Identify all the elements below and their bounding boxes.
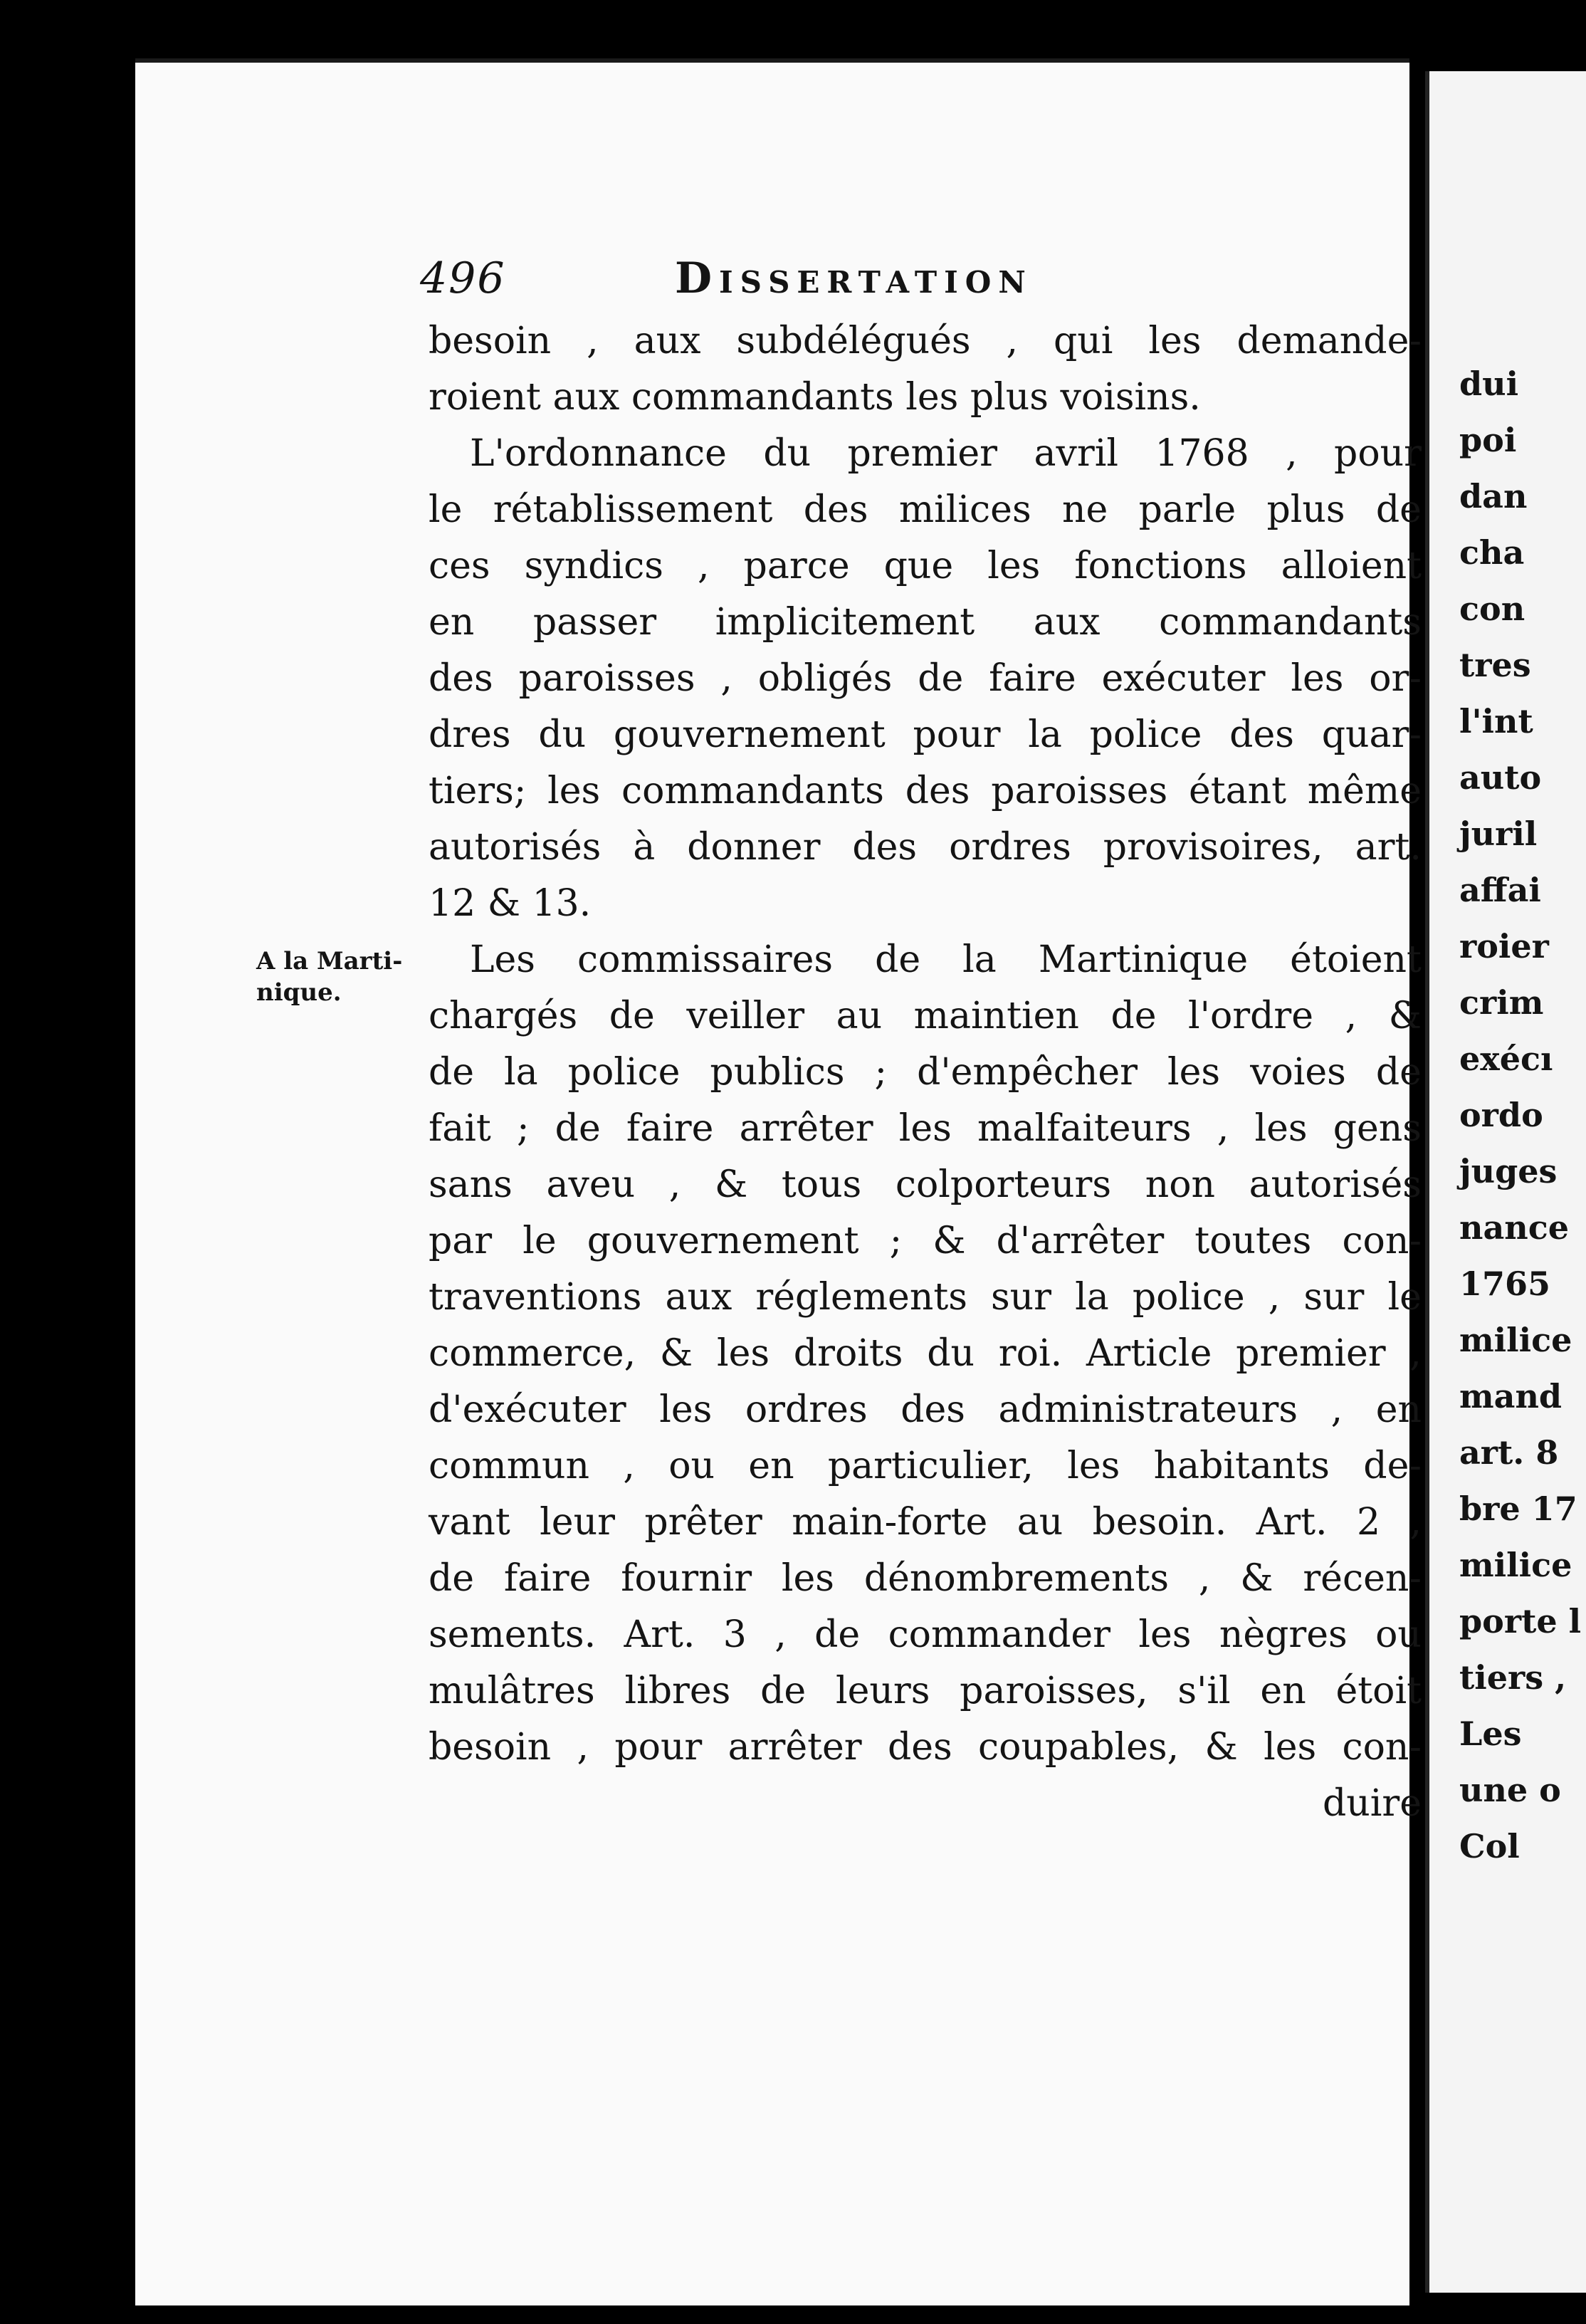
text-line: [429, 1438, 1422, 1495]
word: sans: [429, 1163, 513, 1206]
word: parce: [743, 545, 850, 587]
word: &: [714, 1163, 748, 1206]
word: par: [429, 1220, 493, 1262]
word: Art.: [1256, 1501, 1328, 1544]
word: le: [429, 488, 463, 531]
text-line: [429, 313, 1422, 370]
word: libres: [624, 1670, 731, 1712]
word: les: [898, 1107, 952, 1150]
word: d'empêcher: [917, 1051, 1138, 1094]
word: vant: [429, 1501, 510, 1544]
word: nègres: [1219, 1613, 1348, 1656]
word: aux: [1033, 601, 1101, 644]
word: commander: [888, 1613, 1111, 1656]
word: à: [633, 826, 656, 869]
word: &: [1240, 1557, 1273, 1600]
word: réglements: [755, 1276, 967, 1319]
word: ,: [577, 1726, 589, 1769]
word: de: [1375, 1051, 1422, 1094]
text-line: [429, 1663, 1422, 1720]
word: gouvernement: [613, 713, 886, 756]
facing-line: roier: [1459, 927, 1549, 965]
facing-page-text: [1459, 356, 1581, 1875]
word: administrateurs: [998, 1388, 1298, 1431]
facing-line: juril: [1459, 815, 1538, 853]
word: besoin: [429, 1726, 552, 1769]
word: ,: [668, 1163, 681, 1206]
word: donner: [687, 826, 821, 869]
word: en: [1375, 1388, 1422, 1431]
word: commandants: [1159, 601, 1422, 644]
word: les: [716, 1332, 770, 1375]
word: de: [814, 1613, 861, 1656]
word: ,: [1198, 1557, 1211, 1600]
word: même: [1307, 770, 1422, 812]
word: les: [1148, 320, 1202, 362]
word: ;: [889, 1220, 903, 1262]
word: leurs: [835, 1670, 930, 1712]
word: premier: [1236, 1332, 1386, 1375]
text-line: [429, 1326, 1422, 1382]
word: main-forte: [792, 1501, 988, 1544]
facing-line: nance: [1459, 1208, 1569, 1247]
facing-line: exécı: [1459, 1040, 1553, 1078]
word: chargés: [429, 995, 578, 1037]
text-line: [429, 707, 1422, 763]
word: étant: [1188, 770, 1287, 812]
word: voies: [1250, 1051, 1346, 1094]
word: plus: [1266, 488, 1345, 531]
word: obligés: [757, 657, 893, 700]
word: commerce,: [429, 1332, 636, 1375]
facing-line: juges: [1459, 1152, 1558, 1190]
word: en: [429, 601, 475, 644]
word: les: [1138, 1613, 1192, 1656]
word: ordres: [949, 826, 1071, 869]
word: &: [1204, 1726, 1238, 1769]
facing-line: tiers ,: [1459, 1658, 1567, 1697]
word: le: [1387, 1276, 1422, 1319]
word: ,: [1409, 1501, 1422, 1544]
text-line: [429, 651, 1422, 707]
text-line: [429, 932, 1422, 988]
word: gens: [1333, 1107, 1422, 1150]
word: police: [567, 1051, 681, 1094]
facing-line: bre 17: [1459, 1490, 1577, 1528]
text-line: [429, 595, 1422, 651]
word: prêter: [644, 1501, 762, 1544]
word: des: [852, 826, 918, 869]
word: gouvernement: [587, 1220, 859, 1262]
text-line: [429, 538, 1422, 595]
word: droits: [793, 1332, 903, 1375]
word: demande-: [1236, 320, 1422, 362]
word: ,: [697, 545, 710, 587]
word: art.: [1355, 826, 1422, 869]
word: récen-: [1303, 1557, 1422, 1600]
book-page: [135, 58, 1422, 2305]
word: maintien: [913, 995, 1079, 1037]
word: particulier,: [827, 1445, 1034, 1487]
facing-line: crim: [1459, 983, 1544, 1022]
word: fait: [429, 1107, 491, 1150]
facing-line: tres: [1459, 646, 1531, 684]
word: commandants: [621, 770, 884, 812]
word: paroisses: [991, 770, 1168, 812]
word: &: [1388, 995, 1422, 1037]
text-line: [429, 1495, 1422, 1551]
facing-line: porte l: [1459, 1602, 1582, 1640]
facing-page-edge: [1425, 71, 1586, 2293]
word: au: [1017, 1501, 1064, 1544]
word: des: [803, 488, 868, 531]
word: veiller: [686, 995, 805, 1037]
text-line: 12 & 13.: [429, 882, 592, 925]
facing-line: art. 8: [1459, 1433, 1559, 1472]
word: arrêter: [728, 1726, 862, 1769]
facing-line: poi: [1459, 421, 1517, 459]
word: de: [555, 1107, 601, 1150]
word: la: [1028, 713, 1062, 756]
facing-line: mand: [1459, 1377, 1563, 1415]
word: aux: [634, 320, 701, 362]
margin-note-line: nique.: [256, 978, 342, 1007]
word: ,: [1330, 1388, 1343, 1431]
word: qui: [1054, 320, 1113, 362]
word: publics: [710, 1051, 845, 1094]
text-line: [429, 820, 1422, 876]
word: 3: [723, 1613, 747, 1656]
word: paroisses: [518, 657, 695, 700]
word: s'il: [1177, 1670, 1231, 1712]
word: du: [763, 432, 812, 475]
word: des: [1229, 713, 1294, 756]
word: en: [1260, 1670, 1306, 1712]
word: syndics: [524, 545, 663, 587]
word: ,: [1409, 1332, 1422, 1375]
word: implicitement: [715, 601, 975, 644]
word: de: [429, 1051, 475, 1094]
word: &: [659, 1332, 693, 1375]
word: du: [538, 713, 587, 756]
facing-line: dan: [1459, 477, 1528, 515]
word: fonctions: [1074, 545, 1247, 587]
word: autorisés: [1249, 1163, 1422, 1206]
word: ,: [1217, 1107, 1229, 1150]
word: 2: [1356, 1501, 1381, 1544]
word: exécuter: [1101, 657, 1266, 700]
text-line: [429, 1213, 1422, 1270]
word: parle: [1138, 488, 1236, 531]
word: tous: [781, 1163, 862, 1206]
word: autorisés: [429, 826, 602, 869]
word: toutes: [1194, 1220, 1312, 1262]
word: Art.: [624, 1613, 695, 1656]
word: con-: [1342, 1726, 1422, 1769]
word: en: [748, 1445, 794, 1487]
word: les: [987, 545, 1041, 587]
word: les: [659, 1388, 713, 1431]
word: ,: [1345, 995, 1357, 1037]
word: ,: [1268, 1276, 1281, 1319]
word: faire: [989, 657, 1076, 700]
word: rétablissement: [493, 488, 773, 531]
text-line: [429, 763, 1422, 820]
word: 1768: [1155, 432, 1249, 475]
word: de-: [1363, 1445, 1422, 1487]
word: colporteurs: [895, 1163, 1112, 1206]
word: arrêter: [739, 1107, 873, 1150]
word: les: [1254, 1107, 1308, 1150]
text-line: roient aux commandants les plus voisins.: [429, 376, 1201, 419]
word: paroisses,: [960, 1670, 1148, 1712]
word: aveu: [546, 1163, 636, 1206]
word: police: [1089, 713, 1202, 756]
word: les: [1167, 1051, 1221, 1094]
facing-line: affai: [1459, 871, 1541, 909]
facing-line: une o: [1459, 1771, 1561, 1809]
word: besoin: [429, 320, 552, 362]
word: police: [1132, 1276, 1245, 1319]
word: malfaiteurs: [977, 1107, 1192, 1150]
text-line: [429, 1045, 1422, 1101]
text-line: [429, 1270, 1422, 1326]
text-line: [429, 1382, 1422, 1438]
page-number: 496: [420, 253, 506, 303]
word: des: [887, 1726, 952, 1769]
word: la: [504, 1051, 538, 1094]
word: de: [760, 1670, 807, 1712]
word: avril: [1034, 432, 1118, 475]
word: traventions: [429, 1276, 642, 1319]
word: de: [609, 995, 655, 1037]
facing-line: milice: [1459, 1321, 1572, 1359]
word: la: [1075, 1276, 1109, 1319]
word: des: [429, 657, 493, 700]
word: la: [962, 938, 997, 981]
word: Article: [1086, 1332, 1212, 1375]
word: commissaires: [577, 938, 834, 981]
word: ,: [623, 1445, 635, 1487]
running-title: Dissertation: [675, 253, 1033, 303]
word: coupables,: [978, 1726, 1180, 1769]
word: pour: [913, 713, 1001, 756]
facing-line: Les: [1459, 1715, 1522, 1753]
word: pour: [1334, 432, 1422, 475]
word: L'ordonnance: [470, 432, 727, 475]
word: ne: [1061, 488, 1108, 531]
word: les: [1264, 1726, 1317, 1769]
word: commun: [429, 1445, 590, 1487]
word: subdélégués: [736, 320, 971, 362]
word: habitants: [1153, 1445, 1330, 1487]
facing-line: Col: [1459, 1827, 1520, 1865]
word: de: [918, 657, 964, 700]
word: sur: [1303, 1276, 1365, 1319]
text-line: [429, 426, 1422, 482]
word: ,: [774, 1613, 787, 1656]
word: provisoires,: [1103, 826, 1323, 869]
word: ;: [874, 1051, 888, 1094]
word: dénombrements: [863, 1557, 1170, 1600]
word: fournir: [621, 1557, 752, 1600]
facing-line: ordo: [1459, 1096, 1543, 1134]
word: les: [1291, 657, 1344, 700]
word: sur: [991, 1276, 1052, 1319]
word: aux: [665, 1276, 732, 1319]
word: de: [1110, 995, 1157, 1037]
word: roi.: [998, 1332, 1063, 1375]
word: de: [875, 938, 921, 981]
word: Martinique: [1038, 938, 1249, 981]
text-line: [429, 1101, 1422, 1157]
word: faire: [626, 1107, 714, 1150]
facing-line: auto: [1459, 758, 1542, 797]
word: ,: [1286, 432, 1298, 475]
word: dres: [429, 713, 511, 756]
word: premier: [847, 432, 998, 475]
text-line: [429, 482, 1422, 538]
word: con-: [1342, 1220, 1422, 1262]
word: d'exécuter: [429, 1388, 626, 1431]
word: ;: [516, 1107, 530, 1150]
word: ,: [587, 320, 599, 362]
margin-note-line: A la Marti-: [256, 947, 403, 975]
word: ou: [668, 1445, 715, 1487]
word: milices: [898, 488, 1031, 531]
facing-line: l'int: [1459, 702, 1533, 740]
text-line: [429, 1551, 1422, 1607]
margin-note: [256, 946, 406, 1008]
word: ordres: [745, 1388, 868, 1431]
facing-line: 1765: [1459, 1265, 1551, 1303]
word: du: [927, 1332, 975, 1375]
facing-line: con: [1459, 590, 1525, 628]
text-line: [429, 1607, 1422, 1663]
word: d'arrêter: [996, 1220, 1165, 1262]
text-line: [429, 1157, 1422, 1213]
facing-line: dui: [1459, 365, 1519, 403]
word: au: [836, 995, 883, 1037]
word: sements.: [429, 1613, 597, 1656]
word: Les: [470, 938, 535, 981]
facing-line: cha: [1459, 533, 1525, 572]
word: ou: [1375, 1613, 1422, 1656]
word: le: [522, 1220, 557, 1262]
word: de: [1375, 488, 1422, 531]
word: de: [429, 1557, 475, 1600]
word: non: [1145, 1163, 1216, 1206]
word: tiers;: [429, 770, 527, 812]
word: pour: [614, 1726, 703, 1769]
text-line: [429, 988, 1422, 1045]
word: des: [905, 770, 970, 812]
word: leur: [540, 1501, 615, 1544]
word: mulâtres: [429, 1670, 595, 1712]
word: des: [900, 1388, 965, 1431]
word: besoin.: [1092, 1501, 1227, 1544]
text-line: [429, 1720, 1422, 1776]
catchword: duire: [1322, 1782, 1422, 1825]
word: les: [781, 1557, 834, 1600]
word: ,: [1006, 320, 1019, 362]
word: les: [1067, 1445, 1120, 1487]
word: quar-: [1321, 713, 1422, 756]
word: alloient: [1281, 545, 1422, 587]
word: or-: [1369, 657, 1422, 700]
body-text: [429, 313, 1422, 1832]
word: étoit: [1335, 1670, 1422, 1712]
word: &: [933, 1220, 966, 1262]
word: l'ordre: [1188, 995, 1314, 1037]
facing-line: milice: [1459, 1546, 1572, 1584]
word: les: [547, 770, 601, 812]
word: passer: [532, 601, 657, 644]
word: ces: [429, 545, 490, 587]
word: étoient: [1290, 938, 1422, 981]
word: ,: [720, 657, 732, 700]
word: que: [883, 545, 954, 587]
word: faire: [503, 1557, 592, 1600]
